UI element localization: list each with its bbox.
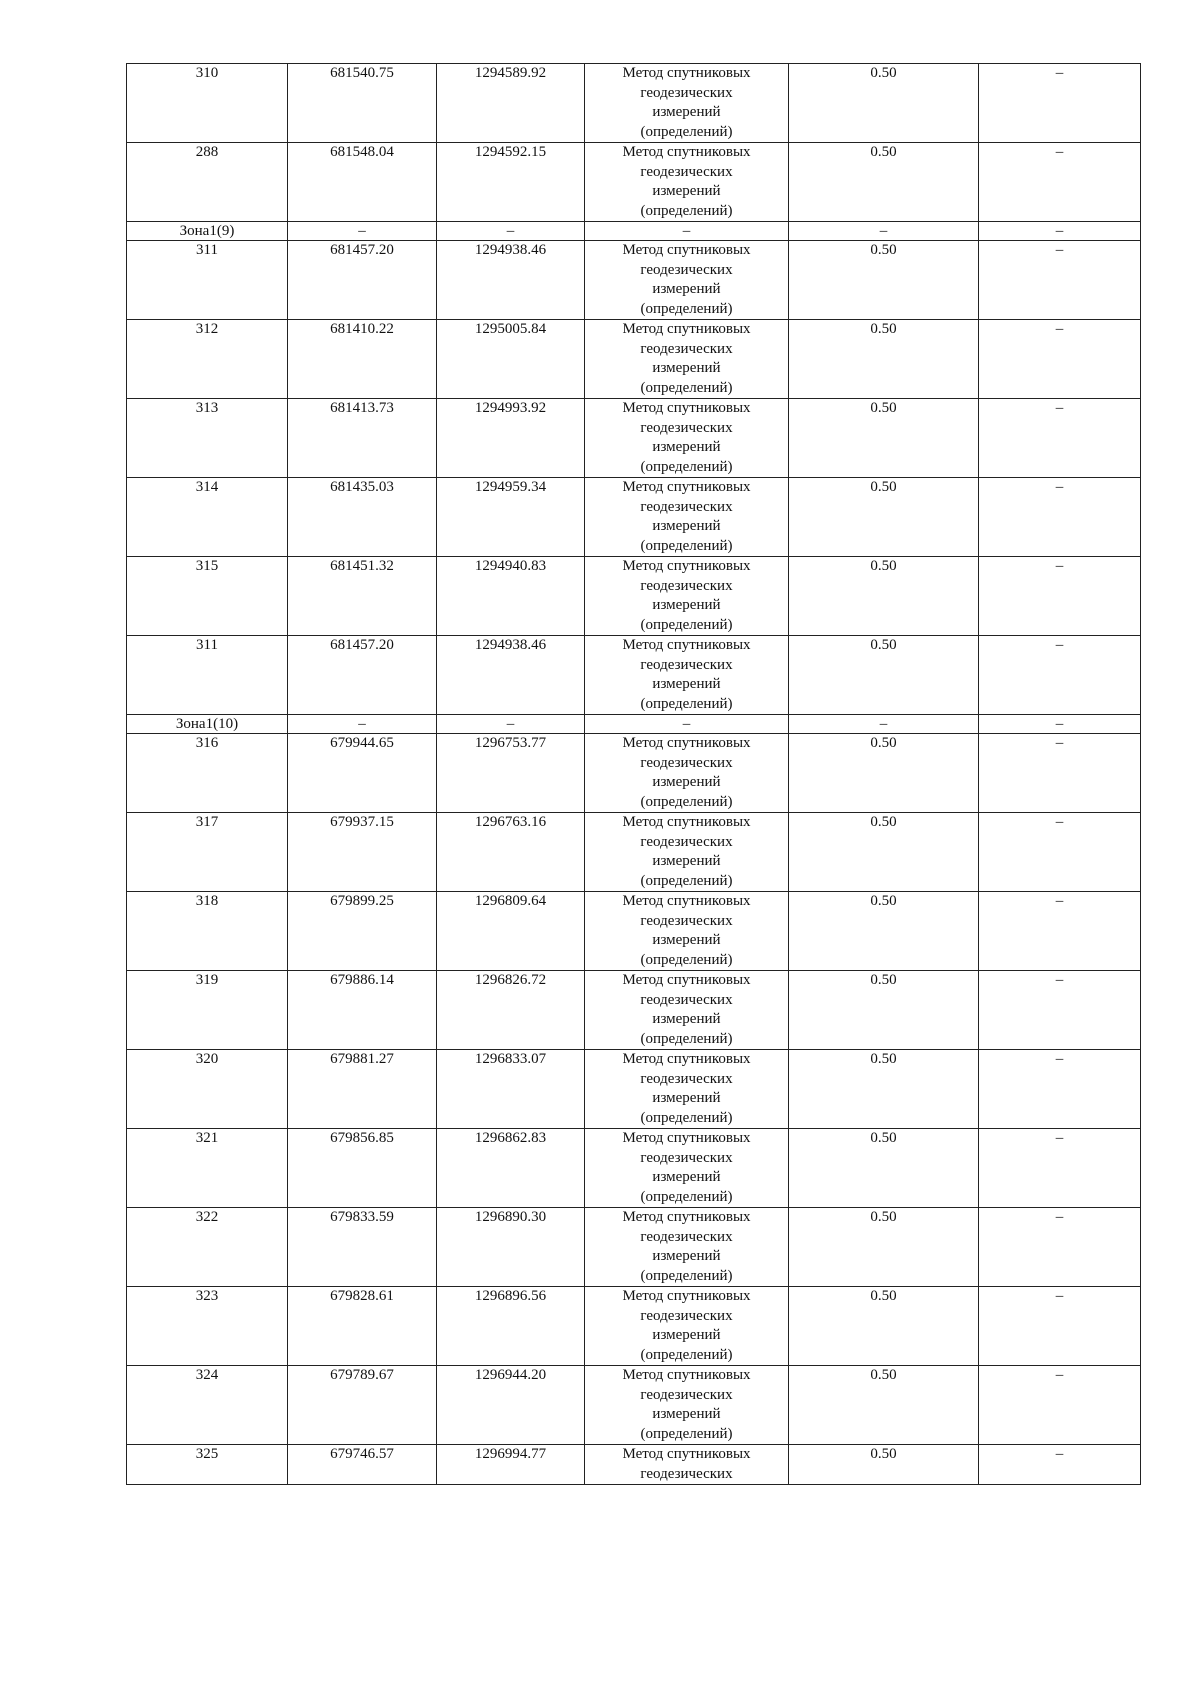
table-row [127, 1129, 1141, 1208]
method-cell: – [585, 222, 789, 241]
description-cell: – [979, 399, 1141, 478]
accuracy-cell: 0.50 [789, 813, 979, 892]
description-cell: – [979, 241, 1141, 320]
accuracy-cell: 0.50 [789, 1208, 979, 1287]
point-id-cell: Зона1(10) [127, 715, 288, 734]
method-cell: Метод спутниковых геодезических измерений (определений) [585, 813, 789, 892]
y-coordinate-cell: 1296753.77 [437, 734, 585, 813]
table-row [127, 241, 1141, 320]
point-id-cell: 311 [127, 241, 288, 320]
accuracy-cell: 0.50 [789, 478, 979, 557]
x-coordinate-cell: 679881.27 [288, 1050, 437, 1129]
point-id-cell: 317 [127, 813, 288, 892]
point-id-cell: 324 [127, 1366, 288, 1445]
point-id-cell: 315 [127, 557, 288, 636]
description-cell: – [979, 715, 1141, 734]
point-id-cell: 325 [127, 1445, 288, 1485]
y-coordinate-cell: 1294938.46 [437, 636, 585, 715]
y-coordinate-cell: – [437, 222, 585, 241]
x-coordinate-cell: 679886.14 [288, 971, 437, 1050]
accuracy-cell: 0.50 [789, 1287, 979, 1366]
accuracy-cell: 0.50 [789, 64, 979, 143]
method-cell: Метод спутниковых геодезических измерений (определений) [585, 1050, 789, 1129]
method-cell: Метод спутниковых геодезических измерений (определений) [585, 734, 789, 813]
method-cell: Метод спутниковых геодезических измерений (определений) [585, 1366, 789, 1445]
description-cell: – [979, 64, 1141, 143]
y-coordinate-cell: 1294938.46 [437, 241, 585, 320]
x-coordinate-cell: 679828.61 [288, 1287, 437, 1366]
accuracy-cell: 0.50 [789, 241, 979, 320]
method-cell: Метод спутниковых геодезических измерений (определений) [585, 1287, 789, 1366]
x-coordinate-cell: 681540.75 [288, 64, 437, 143]
table-row [127, 971, 1141, 1050]
table-row [127, 557, 1141, 636]
accuracy-cell: – [789, 715, 979, 734]
description-cell: – [979, 1366, 1141, 1445]
point-id-cell: 318 [127, 892, 288, 971]
x-coordinate-cell: – [288, 222, 437, 241]
accuracy-cell: 0.50 [789, 1445, 979, 1485]
point-id-cell: Зона1(9) [127, 222, 288, 241]
x-coordinate-cell: 681410.22 [288, 320, 437, 399]
method-cell: Метод спутниковых геодезических измерений (определений) [585, 478, 789, 557]
point-id-cell: 320 [127, 1050, 288, 1129]
table-row [127, 734, 1141, 813]
x-coordinate-cell: 681451.32 [288, 557, 437, 636]
table-row [127, 64, 1141, 143]
description-cell: – [979, 734, 1141, 813]
point-id-cell: 313 [127, 399, 288, 478]
x-coordinate-cell: 681457.20 [288, 241, 437, 320]
x-coordinate-cell: 681548.04 [288, 143, 437, 222]
method-cell: Метод спутниковых геодезических измерений (определений) [585, 399, 789, 478]
y-coordinate-cell: 1294993.92 [437, 399, 585, 478]
x-coordinate-cell: 679746.57 [288, 1445, 437, 1485]
table-row [127, 478, 1141, 557]
description-cell: – [979, 813, 1141, 892]
method-cell: Метод спутниковых геодезических измерений (определений) [585, 320, 789, 399]
method-cell: Метод спутниковых геодезических измерений (определений) [585, 241, 789, 320]
y-coordinate-cell: 1294592.15 [437, 143, 585, 222]
accuracy-cell: – [789, 222, 979, 241]
y-coordinate-cell: 1295005.84 [437, 320, 585, 399]
accuracy-cell: 0.50 [789, 320, 979, 399]
point-id-cell: 314 [127, 478, 288, 557]
table-row [127, 1445, 1141, 1485]
point-id-cell: 323 [127, 1287, 288, 1366]
method-cell: Метод спутниковых геодезических [585, 1445, 789, 1485]
x-coordinate-cell: 681435.03 [288, 478, 437, 557]
accuracy-cell: 0.50 [789, 971, 979, 1050]
description-cell: – [979, 478, 1141, 557]
method-cell: – [585, 715, 789, 734]
description-cell: – [979, 1129, 1141, 1208]
point-id-cell: 310 [127, 64, 288, 143]
description-cell: – [979, 557, 1141, 636]
y-coordinate-cell: 1294589.92 [437, 64, 585, 143]
point-id-cell: 322 [127, 1208, 288, 1287]
y-coordinate-cell: 1296890.30 [437, 1208, 585, 1287]
description-cell: – [979, 636, 1141, 715]
description-cell: – [979, 1208, 1141, 1287]
y-coordinate-cell: 1294940.83 [437, 557, 585, 636]
table-row [127, 892, 1141, 971]
zone-row [127, 715, 1141, 734]
description-cell: – [979, 320, 1141, 399]
y-coordinate-cell: 1296862.83 [437, 1129, 585, 1208]
y-coordinate-cell: 1296994.77 [437, 1445, 585, 1485]
accuracy-cell: 0.50 [789, 1129, 979, 1208]
table-row [127, 143, 1141, 222]
description-cell: – [979, 143, 1141, 222]
point-id-cell: 312 [127, 320, 288, 399]
method-cell: Метод спутниковых геодезических измерений (определений) [585, 64, 789, 143]
coordinates-table-body [127, 64, 1141, 1485]
description-cell: – [979, 222, 1141, 241]
y-coordinate-cell: 1296833.07 [437, 1050, 585, 1129]
point-id-cell: 311 [127, 636, 288, 715]
x-coordinate-cell: 679789.67 [288, 1366, 437, 1445]
y-coordinate-cell: – [437, 715, 585, 734]
y-coordinate-cell: 1296896.56 [437, 1287, 585, 1366]
x-coordinate-cell: – [288, 715, 437, 734]
method-cell: Метод спутниковых геодезических измерений (определений) [585, 636, 789, 715]
coordinates-table [126, 63, 1141, 1485]
method-cell: Метод спутниковых геодезических измерений (определений) [585, 1129, 789, 1208]
table-row [127, 1050, 1141, 1129]
point-id-cell: 316 [127, 734, 288, 813]
method-cell: Метод спутниковых геодезических измерений (определений) [585, 143, 789, 222]
accuracy-cell: 0.50 [789, 636, 979, 715]
table-row [127, 1366, 1141, 1445]
accuracy-cell: 0.50 [789, 1366, 979, 1445]
description-cell: – [979, 971, 1141, 1050]
accuracy-cell: 0.50 [789, 1050, 979, 1129]
table-row [127, 1287, 1141, 1366]
x-coordinate-cell: 679937.15 [288, 813, 437, 892]
accuracy-cell: 0.50 [789, 892, 979, 971]
table-row [127, 813, 1141, 892]
y-coordinate-cell: 1296826.72 [437, 971, 585, 1050]
x-coordinate-cell: 679833.59 [288, 1208, 437, 1287]
zone-row [127, 222, 1141, 241]
x-coordinate-cell: 681457.20 [288, 636, 437, 715]
y-coordinate-cell: 1296763.16 [437, 813, 585, 892]
point-id-cell: 288 [127, 143, 288, 222]
method-cell: Метод спутниковых геодезических измерений (определений) [585, 1208, 789, 1287]
table-row [127, 320, 1141, 399]
accuracy-cell: 0.50 [789, 399, 979, 478]
description-cell: – [979, 1050, 1141, 1129]
table-row [127, 636, 1141, 715]
x-coordinate-cell: 679856.85 [288, 1129, 437, 1208]
description-cell: – [979, 1445, 1141, 1485]
y-coordinate-cell: 1294959.34 [437, 478, 585, 557]
description-cell: – [979, 892, 1141, 971]
x-coordinate-cell: 679899.25 [288, 892, 437, 971]
accuracy-cell: 0.50 [789, 557, 979, 636]
table-row [127, 399, 1141, 478]
x-coordinate-cell: 681413.73 [288, 399, 437, 478]
y-coordinate-cell: 1296809.64 [437, 892, 585, 971]
method-cell: Метод спутниковых геодезических измерений (определений) [585, 971, 789, 1050]
y-coordinate-cell: 1296944.20 [437, 1366, 585, 1445]
description-cell: – [979, 1287, 1141, 1366]
accuracy-cell: 0.50 [789, 143, 979, 222]
table-row [127, 1208, 1141, 1287]
point-id-cell: 319 [127, 971, 288, 1050]
method-cell: Метод спутниковых геодезических измерений (определений) [585, 557, 789, 636]
x-coordinate-cell: 679944.65 [288, 734, 437, 813]
method-cell: Метод спутниковых геодезических измерений (определений) [585, 892, 789, 971]
accuracy-cell: 0.50 [789, 734, 979, 813]
point-id-cell: 321 [127, 1129, 288, 1208]
